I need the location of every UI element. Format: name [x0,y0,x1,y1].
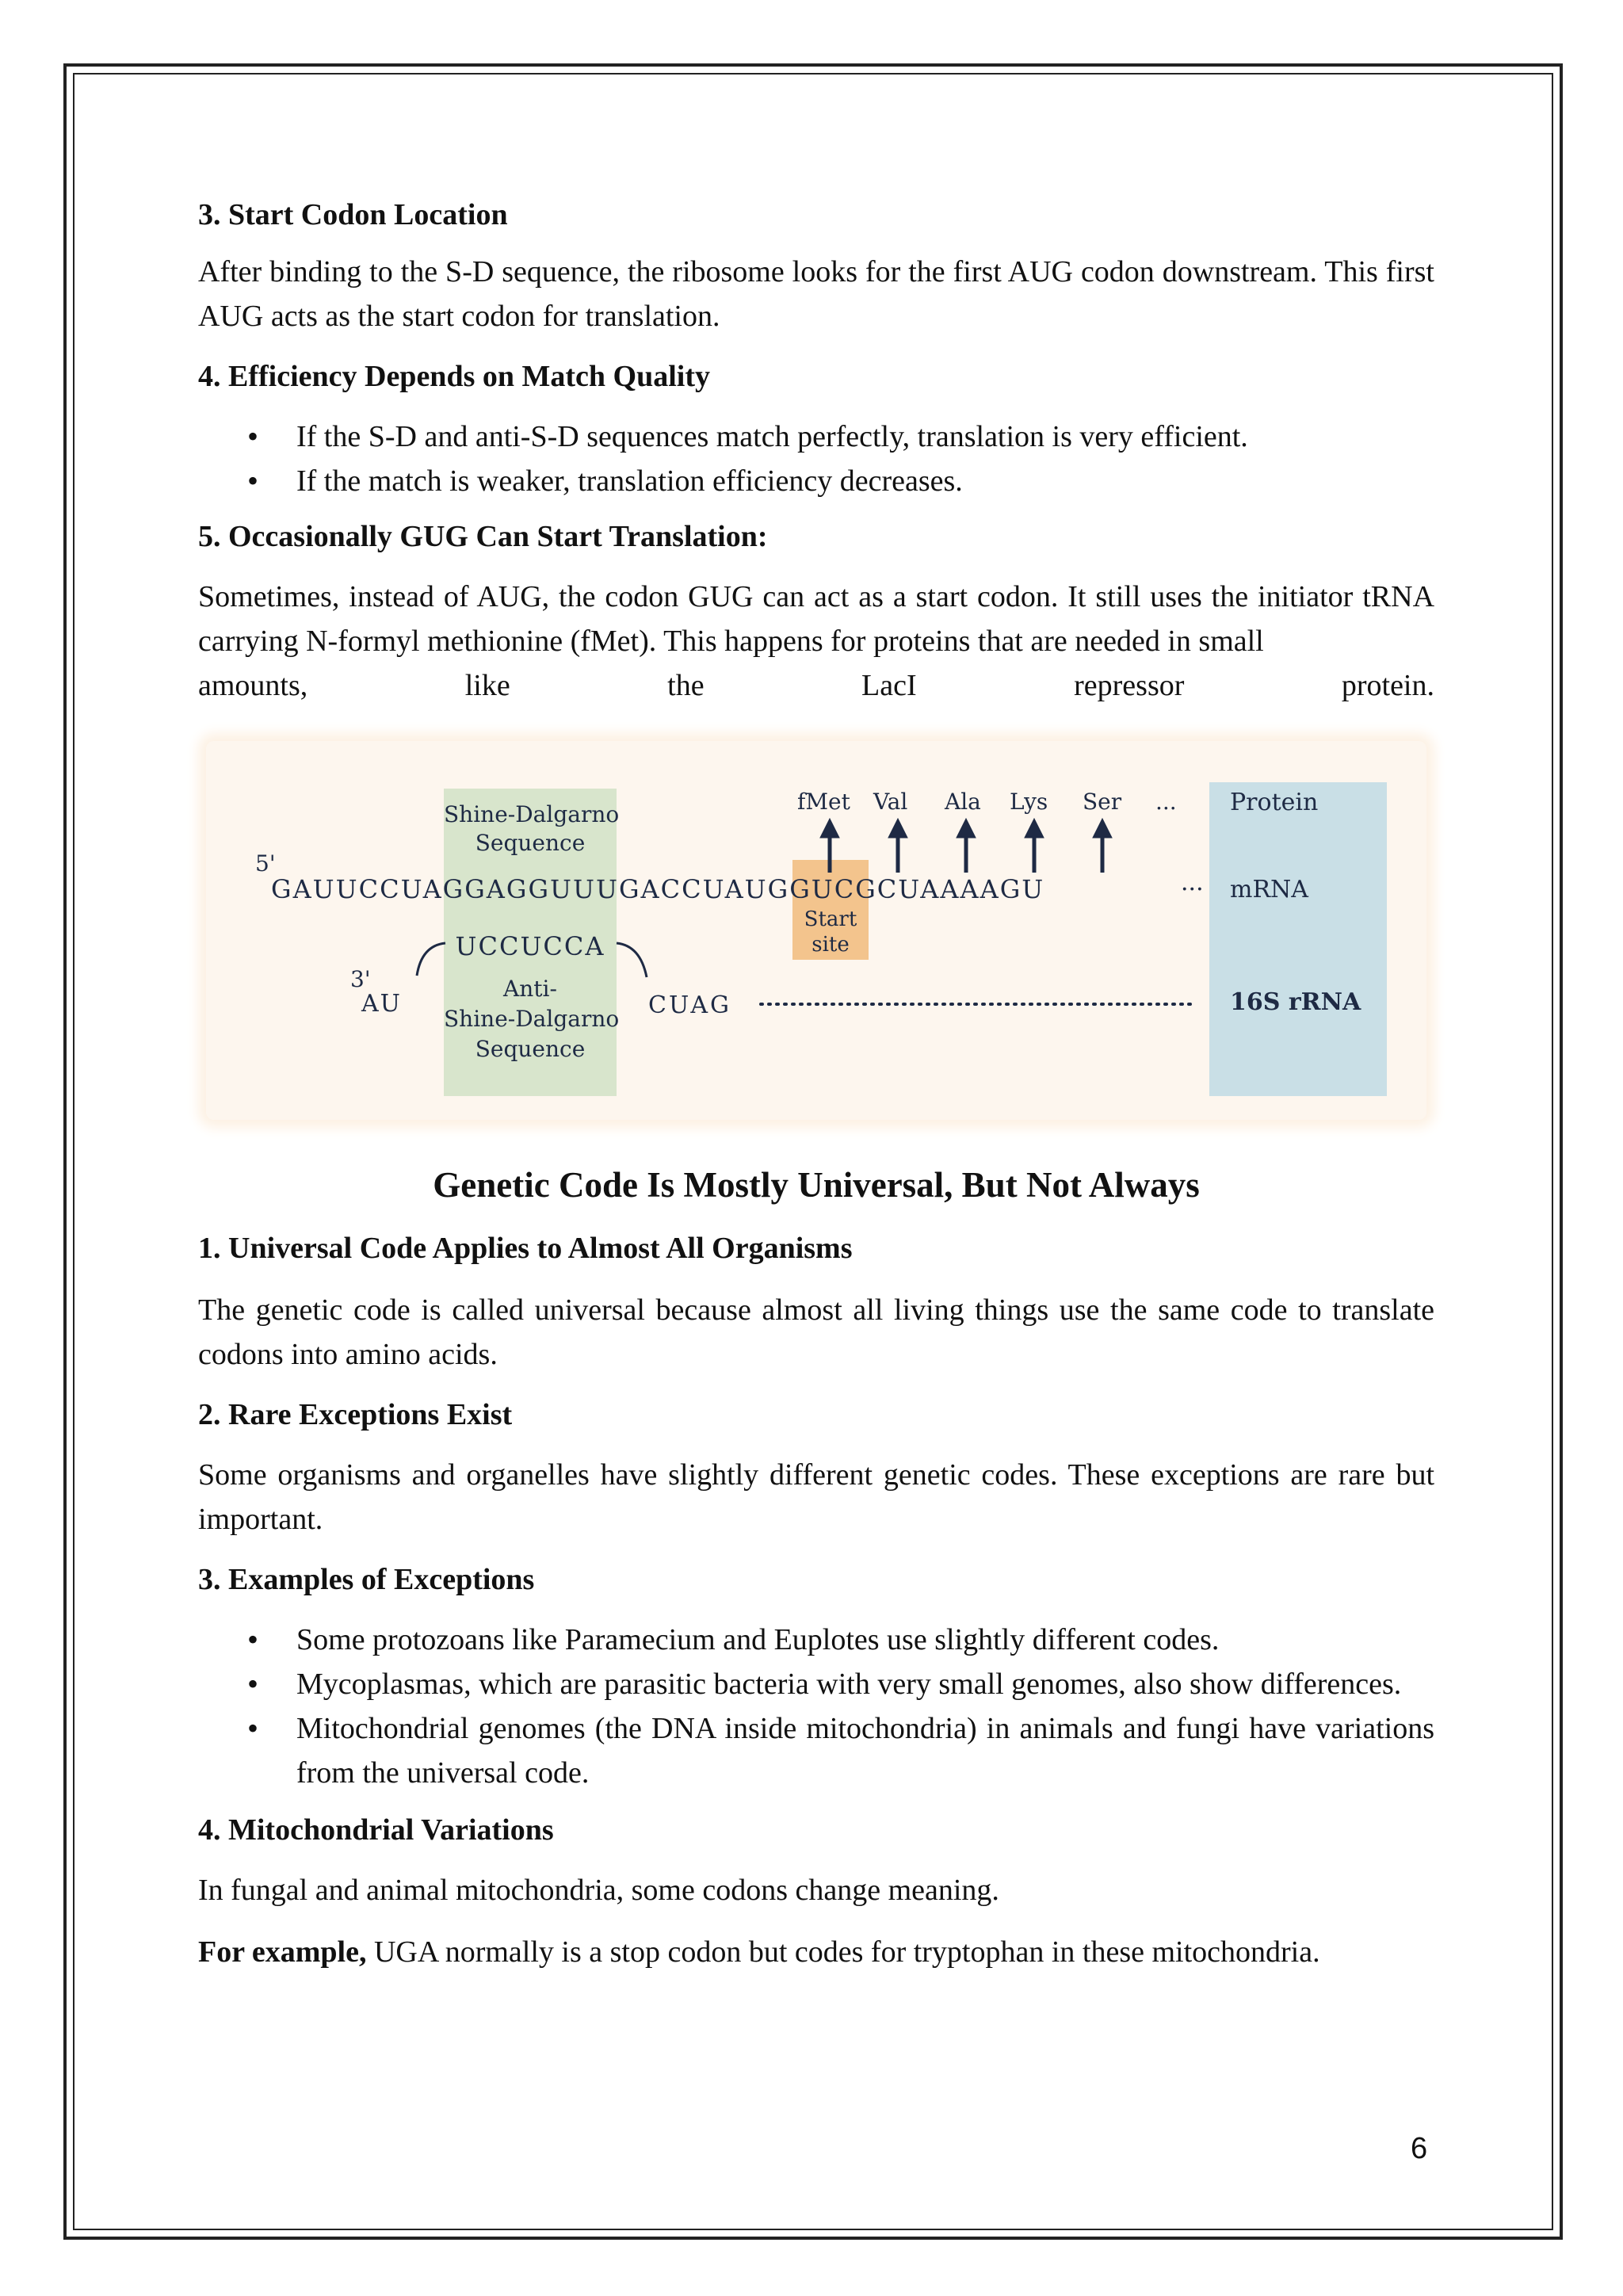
heading-start-codon-location: 3. Start Codon Location [198,198,508,231]
aa-val: Val [873,789,908,815]
para-universal-line2: translate codons into amino acids. [198,1293,1435,1371]
exceptions-bullet-3-line2: variations from the universal code. [296,1712,1435,1790]
para-universal [198,1288,1434,1377]
mrna-ellipsis: ··· [1181,876,1204,904]
para-rare-exceptions-line1: Some organisms and organelles have slightly different genetic codes. These exceptions are rare [198,1458,1385,1492]
aa-ala: Ala [945,789,981,815]
heading-efficiency: 4. Efficiency Depends on Match Quality [198,360,710,393]
exceptions-bullet-2-line1: Mycoplasmas, which are parasitic bacteria with very small genomes, also show [296,1668,1254,1701]
para-start-codon-line2: This first AUG acts as the start codon for translation. [198,255,1434,333]
three-prime-label: 3' [350,966,371,992]
para-gug-line1: Sometimes, instead of AUG, the codon GUG can act as a start codon. It still uses the initiator [198,580,1354,613]
arrow-fmet-head [820,819,839,838]
sd-label-line1: Shine-Dalgarno [444,801,620,827]
aa-fmet: fMet [797,789,850,815]
mrna-seq-start: AUG [724,874,790,904]
para-universal-line1: The genetic code is called universal because almost all living things use the same code to [198,1293,1322,1327]
para-example [198,1930,1434,1974]
arrow-val-head [888,819,907,838]
para-start-codon [198,250,1434,338]
para-gug-line3: amounts, like the LacI repressor protein. [198,669,1434,702]
sd-label-line2: Sequence [475,830,586,856]
exceptions-bullet-3-line1: Mitochondrial genomes (the DNA inside mitochondria) in animals and fungi have [296,1712,1306,1745]
para-rare-exceptions-line2: but important. [198,1458,1434,1536]
para-start-codon-line1: After binding to the S-D sequence, the ribosome looks for the first AUG codon downstream. [198,255,1317,288]
au-label: AU [361,990,402,1018]
para-gug [198,575,1434,663]
heading-examples-exceptions: 3. Examples of Exceptions [198,1563,535,1596]
five-prime-label: 5' [255,850,276,877]
example-text: UGA normally is a stop codon but codes for tryptophan in these mitochondria. [366,1935,1320,1969]
right-base-pair-bracket [617,943,647,977]
exceptions-bullet-2-line2: differences. [1260,1668,1402,1701]
anti-sd-label-line1: Anti- [503,976,557,1002]
start-site-line2: site [812,933,850,957]
left-base-pair-bracket [417,943,445,976]
section-title-universal: Genetic Code Is Mostly Universal, But Not Always [433,1165,1200,1205]
label-mrna: mRNA [1230,876,1308,904]
mrna-seq-part2: UUGACCU [573,874,725,904]
cuag-label: CUAG [648,991,731,1019]
page-number: 6 [1411,2132,1428,2165]
arrow-ser-head [1093,819,1112,838]
exceptions-bullet-1: • Some protozoans like Paramecium and Euplotes use slightly different codes. [198,1618,1434,1662]
label-protein: Protein [1230,789,1319,816]
shine-dalgarno-diagram [206,741,1426,1120]
heading-gug: 5. Occasionally GUG Can Start Translation: [198,520,768,553]
start-site-line1: Start [804,907,857,931]
aa-ellipsis: ... [1155,789,1177,815]
heading-universal-code: 1. Universal Code Applies to Almost All Organisms [198,1232,853,1265]
heading-mitochondrial-variations: 4. Mitochondrial Variations [198,1813,554,1847]
efficiency-bullet-1: • If the S-D and anti-S-D sequences match perfectly, translation is very efficient. [198,415,1434,459]
exceptions-bullet-list [198,1618,1434,1795]
arrow-lys-head [1025,819,1044,838]
efficiency-bullet-list [198,415,1434,503]
para-gug-line2: tRNA carrying N-formyl methionine (fMet). This happens for proteins that are needed in small [198,580,1435,658]
heading-rare-exceptions: 2. Rare Exceptions Exist [198,1398,513,1431]
mrna-seq-part1: GAUUCCU [271,874,423,904]
mrna-seq-part3: GUCGCUAAAAGU [789,874,1045,904]
para-mitochondrial: In fungal and animal mitochondria, some codons change meaning. [198,1874,999,1907]
anti-sd-sequence: UCCUCCA [455,931,605,961]
arrow-ala-head [957,819,976,838]
para-rare-exceptions [198,1453,1434,1541]
example-label: For example, [198,1935,367,1969]
page-content [198,194,1434,1974]
mrna-seq-sd: AGGAGGU [422,874,573,904]
aa-lys: Lys [1010,789,1048,815]
exceptions-bullet-2 [198,1662,1434,1706]
anti-sd-label-line3: Sequence [475,1036,586,1062]
aa-ser: Ser [1083,789,1122,815]
label-16s-rrna: 16S rRNA [1230,988,1361,1016]
exceptions-bullet-3 [198,1706,1434,1795]
anti-sd-label-line2: Shine-Dalgarno [444,1006,620,1032]
efficiency-bullet-2: • If the match is weaker, translation efficiency decreases. [198,459,1434,503]
